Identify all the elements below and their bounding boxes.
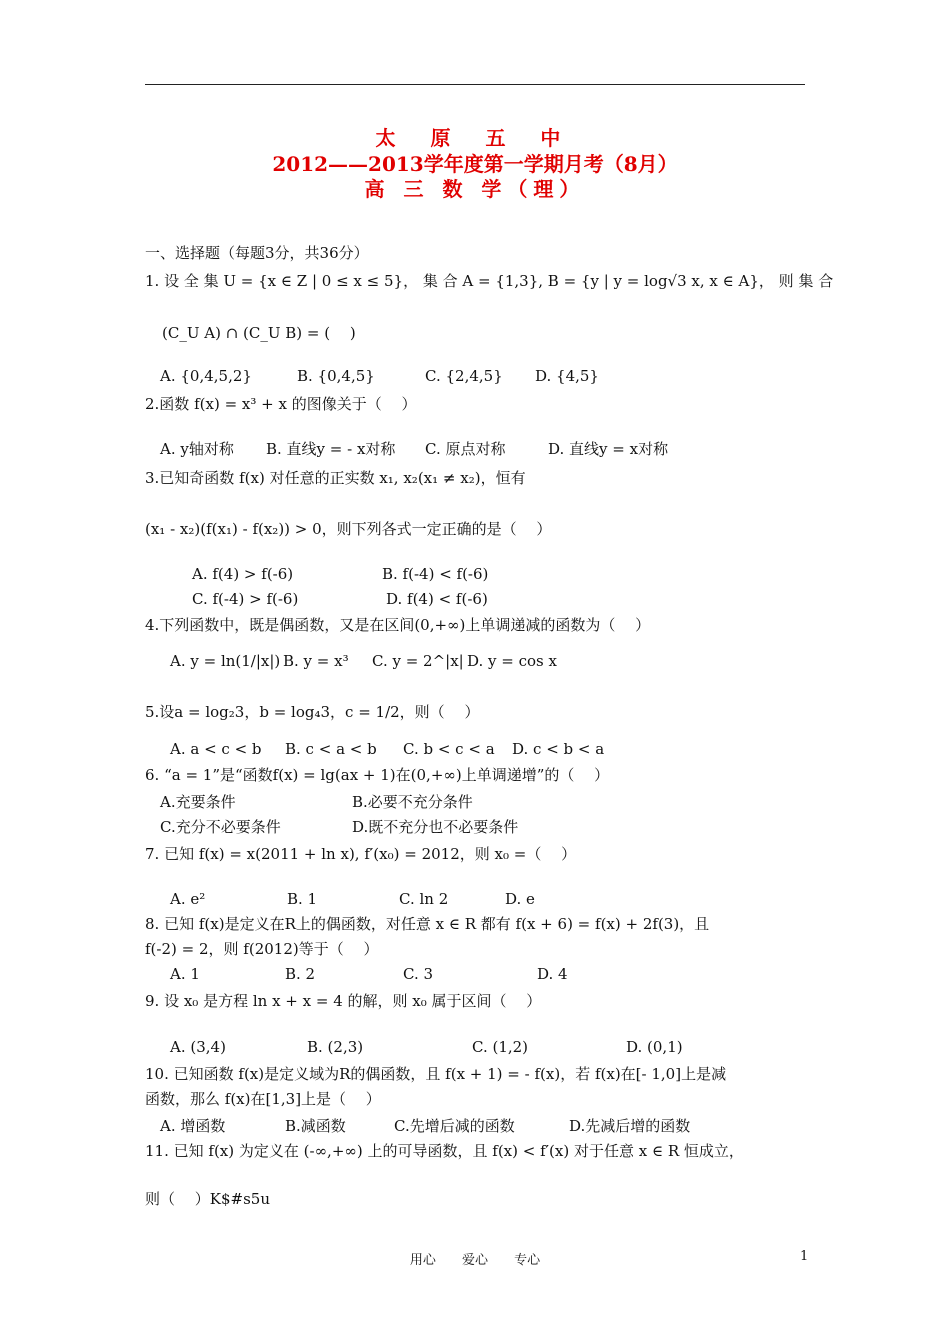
- q9-option-c: C. (1,2): [472, 1038, 529, 1056]
- q3-option-b: B. f(-4) < f(-6): [382, 565, 489, 583]
- q5-option-a: A. a < c < b: [170, 740, 262, 758]
- q10-line1: 10. 已知函数 f(x)是定义域为R的偶函数，且 f(x + 1) = - f(x)，若 f(x)在[- 1,0]上是减: [145, 1065, 727, 1083]
- q6-stem: 6. “a = 1”是“函数f(x) = lg(ax + 1)在(0,+∞)上单调递增”的（ ）: [145, 766, 610, 784]
- q3-option-c: C. f(-4) > f(-6): [192, 590, 299, 608]
- q2-option-b: B. 直线y = - x对称: [266, 440, 396, 458]
- q2-option-c: C. 原点对称: [425, 440, 506, 458]
- q5-option-b: B. c < a < b: [285, 740, 377, 758]
- section-heading: 一、选择题（每题3分，共36分）: [145, 244, 369, 262]
- q5-option-d: D. c < b < a: [512, 740, 605, 758]
- q10-option-d: D.先减后增的函数: [569, 1117, 691, 1135]
- subject-title: 高 三 数 学（理）: [364, 177, 586, 201]
- q7-option-b: B. 1: [287, 890, 318, 908]
- q4-option-a: A. y = ln(1/|x|): [170, 652, 281, 670]
- exam-title: 2012——2013学年度第一学期月考（8月）: [272, 152, 678, 176]
- q7-option-a: A. e²: [170, 890, 206, 908]
- q10-option-a: A. 增函数: [160, 1117, 226, 1135]
- q9-option-a: A. (3,4): [170, 1038, 226, 1056]
- q1-line1: 1. 设 全 集 U = {x ∈ Z | 0 ≤ x ≤ 5}， 集 合 A = {1,3}, B = {y | y = log√3 x, x ∈ A}， 则 集 合: [145, 272, 834, 290]
- q11-line2: 则（ ）K$#s5u: [145, 1190, 270, 1208]
- q8-option-b: B. 2: [285, 965, 316, 983]
- q2-option-a: A. y轴对称: [160, 440, 234, 458]
- q9-stem: 9. 设 x₀ 是方程 ln x + x = 4 的解，则 x₀ 属于区间（ ）: [145, 992, 542, 1010]
- q10-option-c: C.先增后减的函数: [394, 1117, 515, 1135]
- q1-option-c: C. {2,4,5}: [425, 367, 503, 385]
- q8-option-d: D. 4: [537, 965, 568, 983]
- q10-line2: 函数，那么 f(x)在[1,3]上是（ ）: [145, 1090, 381, 1108]
- q9-option-d: D. (0,1): [626, 1038, 683, 1056]
- q3-line2: (x₁ - x₂)(f(x₁) - f(x₂)) > 0，则下列各式一定正确的是（ ）: [145, 520, 552, 538]
- q5-stem: 5.设a = log₂3，b = log₄3，c = 1/2，则（ ）: [145, 703, 480, 721]
- header-rule: [145, 84, 805, 85]
- q8-line2: f(-2) = 2，则 f(2012)等于（ ）: [145, 940, 379, 958]
- q4-option-d: D. y = cos x: [467, 652, 557, 670]
- q3-line1: 3.已知奇函数 f(x) 对任意的正实数 x₁, x₂(x₁ ≠ x₂)，恒有: [145, 469, 526, 487]
- page-number: 1: [800, 1249, 809, 1264]
- school-name: 太 原 五 中: [375, 126, 575, 150]
- q8-option-a: A. 1: [170, 965, 200, 983]
- q7-option-d: D. e: [505, 890, 535, 908]
- q6-option-a: A.充要条件: [160, 793, 236, 811]
- q3-option-a: A. f(4) > f(-6): [192, 565, 294, 583]
- q6-option-b: B.必要不充分条件: [352, 793, 473, 811]
- q1-line2: (C_U A) ∩ (C_U B) = ( ): [162, 324, 356, 342]
- q8-line1: 8. 已知 f(x)是定义在R上的偶函数，对任意 x ∈ R 都有 f(x + 6) = f(x) + 2f(3)，且: [145, 915, 710, 933]
- q6-option-d: D.既不充分也不必要条件: [352, 818, 519, 836]
- q1-option-b: B. {0,4,5}: [297, 367, 375, 385]
- q2-option-d: D. 直线y = x对称: [548, 440, 669, 458]
- q2-stem: 2.函数 f(x) = x³ + x 的图像关于（ ）: [145, 395, 417, 413]
- q3-option-d: D. f(4) < f(-6): [386, 590, 488, 608]
- q11-line1: 11. 已知 f(x) 为定义在 (-∞,+∞) 上的可导函数，且 f(x) < f′(x) 对于任意 x ∈ R 恒成立，: [145, 1142, 744, 1160]
- q7-option-c: C. ln 2: [399, 890, 449, 908]
- q6-option-c: C.充分不必要条件: [160, 818, 281, 836]
- q1-option-a: A. {0,4,5,2}: [160, 367, 252, 385]
- q4-option-b: B. y = x³: [283, 652, 349, 670]
- q4-stem: 4.下列函数中，既是偶函数，又是在区间(0,+∞)上单调递减的函数为（ ）: [145, 616, 651, 634]
- q8-option-c: C. 3: [403, 965, 434, 983]
- q5-option-c: C. b < c < a: [403, 740, 495, 758]
- q7-stem: 7. 已知 f(x) = x(2011 + ln x), f′(x₀) = 2012，则 x₀ =（ ）: [145, 845, 577, 863]
- page-footer: 用心 爱心 专心: [409, 1253, 541, 1268]
- q10-option-b: B.减函数: [285, 1117, 346, 1135]
- q4-option-c: C. y = 2^|x|: [372, 652, 464, 670]
- q1-option-d: D. {4,5}: [535, 367, 599, 385]
- q9-option-b: B. (2,3): [307, 1038, 364, 1056]
